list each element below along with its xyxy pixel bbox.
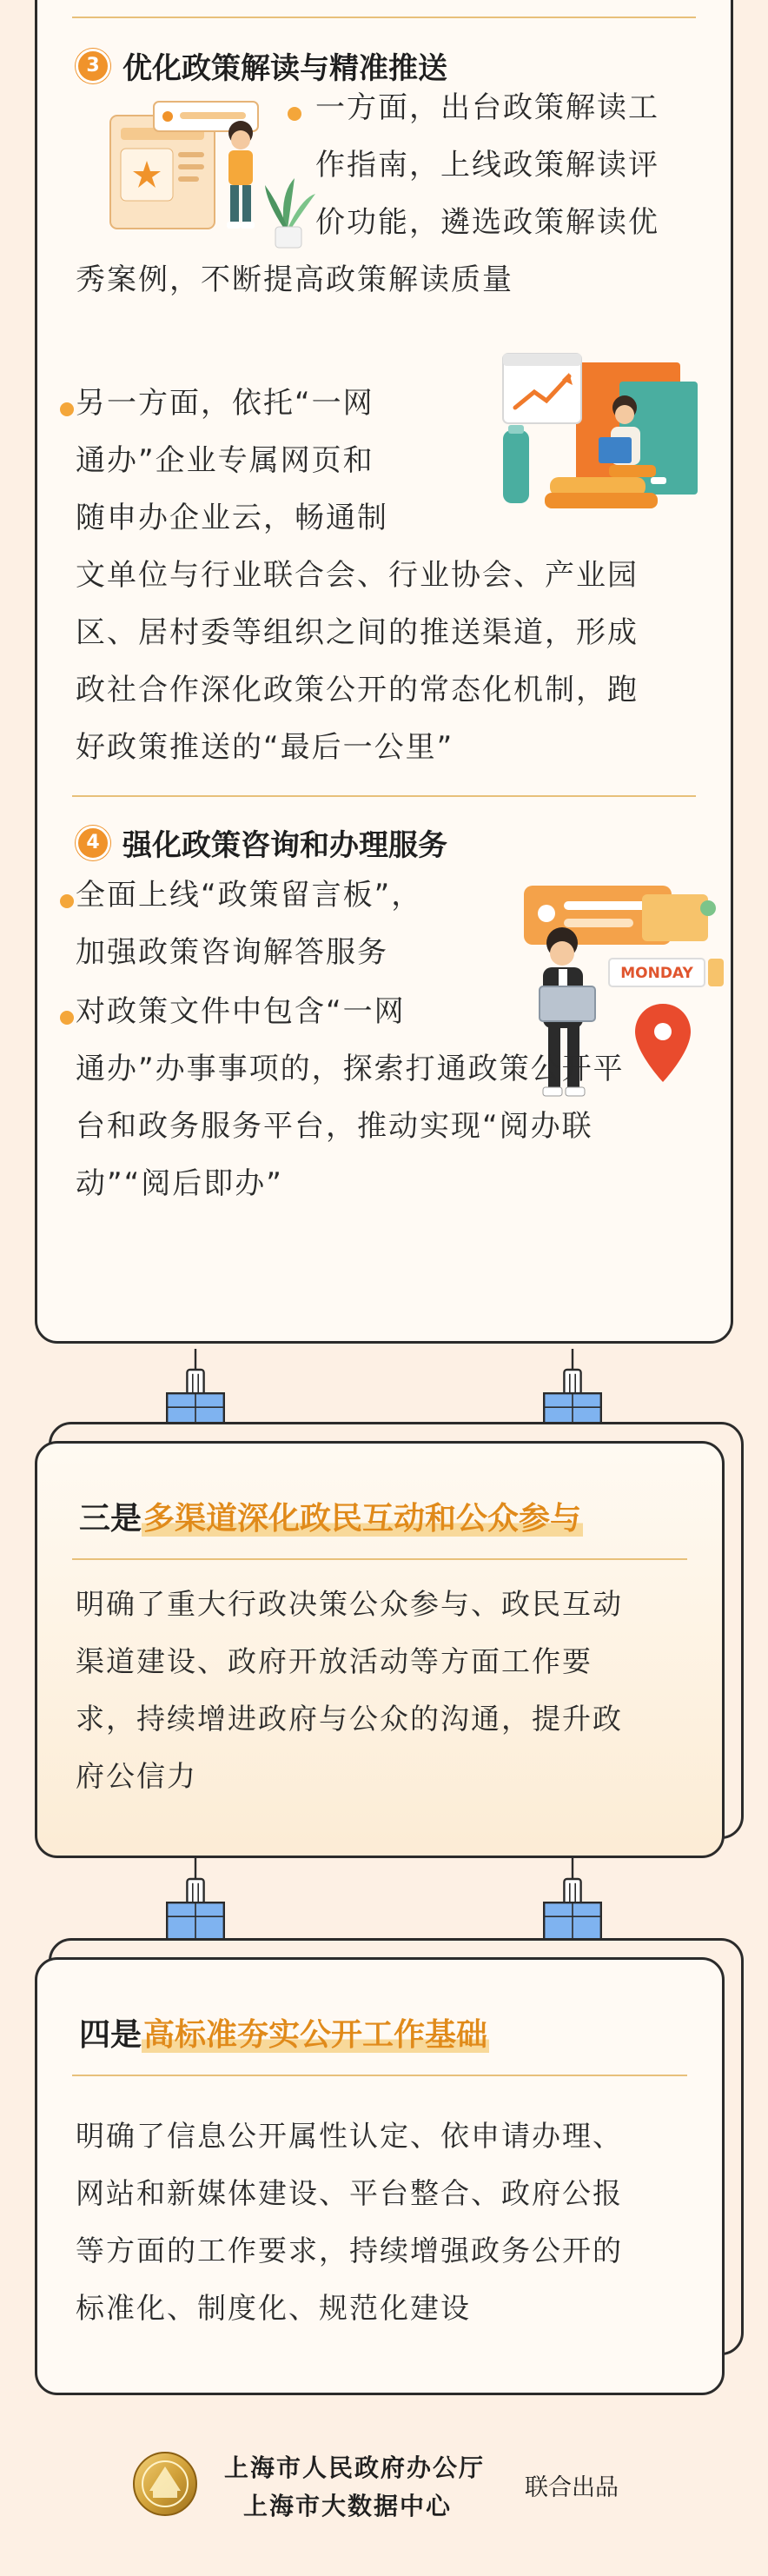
bullet-dot [60, 1011, 74, 1025]
card-4-body-line: 明确了信息公开属性认定、依申请办理、 [76, 2119, 623, 2153]
card-4-title [79, 2010, 489, 2055]
top-divider [72, 17, 696, 18]
section-4-header [76, 821, 447, 864]
card-4-body [76, 2108, 687, 2337]
section-3-bullet-2-line-1: 另一方面，依托“一网 [76, 386, 374, 421]
card-4-title-highlight: 高标准夯实公开工作基础 [143, 2017, 488, 2053]
bullet-dot [60, 402, 74, 416]
section-3-bullet-2-line-3: 随申办企业云，畅通制 [76, 501, 388, 535]
footer [0, 2433, 768, 2538]
card-3-title [79, 1494, 583, 1538]
section-3-number-badge: 3 [76, 49, 110, 83]
joint-production-label: 联合出品 [525, 2474, 619, 2501]
card-4-divider [72, 2075, 687, 2076]
section-divider [72, 795, 696, 797]
section-4-number-badge: 4 [76, 826, 110, 860]
binder-clip-icon [533, 1858, 612, 1949]
shanghai-government-logo [130, 2449, 200, 2519]
section-3-bullet-2-line-4: 文单位与行业联合会、行业协会、产业园 [76, 558, 639, 593]
section-3-title: 优化政策解读与精准推送 [122, 51, 447, 86]
card-3-title-highlight: 多渠道深化政民互动和公众参与 [143, 1501, 582, 1537]
section-4-bullet-1-line-2: 加强政策咨询解答服务 [76, 935, 388, 970]
org-big-data-center: 上海市大数据中心 [243, 2492, 453, 2520]
card-3-divider [72, 1558, 687, 1560]
bullet-dot [60, 894, 74, 908]
card-4-body-line: 网站和新媒体建设、平台整合、政府公报 [76, 2176, 623, 2210]
section-3-bullet-1-line-2: 作指南，上线政策解读评 [315, 148, 659, 183]
section-4-bullet-1-line-1: 全面上线“政策留言板”， [76, 878, 423, 913]
section-4-bullet-2-line-2: 通办”办事事项的，探索打通政策公开平 [76, 1052, 625, 1086]
card-4 [35, 1957, 725, 2395]
card-3-body-line: 求，持续增进政府与公众的沟通，提升政 [76, 1702, 623, 1736]
card-3 [35, 1441, 725, 1858]
card-3-body-line: 明确了重大行政决策公众参与、政民互动 [76, 1587, 623, 1621]
section-3-bullet-1-line-4: 秀案例，不断提高政策解读质量 [76, 262, 513, 297]
policy-detail-card [35, 0, 733, 1344]
section-3-bullet-2-line-6: 政社合作深化政策公开的常态化机制，跑 [76, 673, 639, 707]
section-3-bullet-1-line-1: 一方面，出台政策解读工 [315, 90, 659, 125]
calendar-label: MONDAY [620, 965, 693, 982]
card-3-body [76, 1576, 687, 1805]
section-4-bullet-2-line-4: 动”“阅后即办” [76, 1166, 283, 1201]
section-3-bullet-1-line-3: 价功能，遴选政策解读优 [315, 205, 659, 240]
card-4-title-lead: 四是 [79, 2017, 142, 2053]
card-4-body-line: 等方面的工作要求，持续增强政务公开的 [76, 2234, 623, 2267]
reading-person-illustration [489, 347, 706, 517]
bullet-dot [288, 107, 301, 121]
binder-clip-icon [156, 1858, 235, 1949]
section-3-bullet-2-line-5: 区、居村委等组织之间的推送渠道，形成 [76, 615, 639, 650]
section-3-bullet-2-line-2: 通办”企业专属网页和 [76, 443, 374, 478]
board-presenter-illustration [102, 98, 319, 255]
org-general-office: 上海市人民政府办公厅 [224, 2453, 486, 2482]
section-4-bullet-2-line-3: 台和政务服务平台，推动实现“阅办联 [76, 1109, 593, 1144]
card-3-title-lead: 三是 [79, 1501, 142, 1537]
card-3-body-line: 渠道建设、政府开放活动等方面工作要 [76, 1644, 593, 1678]
section-4-bullet-2-line-1: 对政策文件中包含“一网 [76, 994, 406, 1029]
section-3-bullet-2-line-7: 好政策推送的“最后一公里” [76, 730, 454, 765]
card-3-body-line: 府公信力 [76, 1759, 197, 1793]
section-4-title: 强化政策咨询和办理服务 [122, 828, 447, 863]
card-4-body-line: 标准化、制度化、规范化建设 [76, 2291, 471, 2325]
